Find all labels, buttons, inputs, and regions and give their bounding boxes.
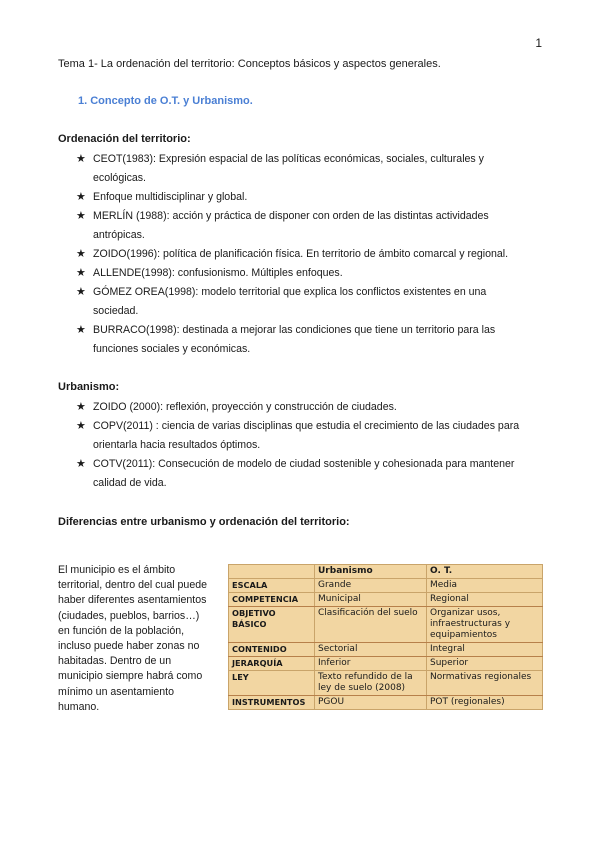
urbanismo-cell: Texto refundido de la ley de suelo (2008) xyxy=(315,671,427,696)
urbanismo-heading: Urbanismo: xyxy=(58,381,120,393)
ot-cell: POT (regionales) xyxy=(427,696,543,710)
row-label: ESCALA xyxy=(229,579,315,593)
urbanismo-cell: Municipal xyxy=(315,593,427,607)
row-label: OBJETIVO BÁSICO xyxy=(229,607,315,643)
urbanismo-cell: Inferior xyxy=(315,657,427,671)
table-row xyxy=(229,671,543,696)
ot-cell: Regional xyxy=(427,593,543,607)
urbanismo-cell: Sectorial xyxy=(315,643,427,657)
list-item: ★ Enfoque multidisciplinar y global. xyxy=(76,188,526,207)
table-header-cell xyxy=(229,565,315,579)
table-row xyxy=(229,643,543,657)
list-item: ★ COPV(2011) : ciencia de varias disciplinas que estudia el crecimiento de las ciudades para orientarla hacia resultados óptimos. xyxy=(76,417,526,455)
table-row xyxy=(229,607,543,643)
star-icon: ★ xyxy=(76,401,86,413)
list-item: ★ ZOIDO(1996): política de planificación física. En territorio de ámbito comarcal y regional. xyxy=(76,245,526,264)
row-label: LEY xyxy=(229,671,315,696)
row-label: JERARQUÍA xyxy=(229,657,315,671)
list-item: ★ CEOT(1983): Expresión espacial de las políticas económicas, sociales, culturales y ecológicas. xyxy=(76,150,526,188)
star-icon: ★ xyxy=(76,267,86,279)
list-item: ★ ZOIDO (2000): reflexión, proyección y construcción de ciudades. xyxy=(76,398,526,417)
list-item: ★ GÓMEZ OREA(1998): modelo territorial que explica los conflictos existentes en una sociedad. xyxy=(76,283,526,321)
table-header-row xyxy=(229,565,543,579)
row-label: CONTENIDO xyxy=(229,643,315,657)
ot-cell: Organizar usos, infraestructuras y equipamientos xyxy=(427,607,543,643)
list-item: ★ MERLÍN (1988): acción y práctica de disponer con orden de las distintas actividades antrópicas. xyxy=(76,207,526,245)
ordenacion-list xyxy=(76,150,526,359)
ot-cell: Integral xyxy=(427,643,543,657)
urbanismo-cell: Clasificación del suelo xyxy=(315,607,427,643)
star-icon: ★ xyxy=(76,420,86,432)
star-icon: ★ xyxy=(76,286,86,298)
row-label: COMPETENCIA xyxy=(229,593,315,607)
ot-cell: Superior xyxy=(427,657,543,671)
star-icon: ★ xyxy=(76,153,86,165)
table-row xyxy=(229,579,543,593)
ot-cell: Normativas regionales xyxy=(427,671,543,696)
comparison-table xyxy=(228,564,543,710)
urbanismo-cell: PGOU xyxy=(315,696,427,710)
star-icon: ★ xyxy=(76,324,86,336)
urbanismo-cell: Grande xyxy=(315,579,427,593)
star-icon: ★ xyxy=(76,458,86,470)
ot-cell: Media xyxy=(427,579,543,593)
table-row xyxy=(229,657,543,671)
section-heading: 1. Concepto de O.T. y Urbanismo. xyxy=(78,95,253,107)
table-row xyxy=(229,593,543,607)
row-label: INSTRUMENTOS xyxy=(229,696,315,710)
table-row xyxy=(229,696,543,710)
list-item: ★ BURRACO(1998): destinada a mejorar las condiciones que tiene un territorio para las funciones sociales y económicas. xyxy=(76,321,526,359)
urbanismo-list xyxy=(76,398,526,493)
list-item: ★ COTV(2011): Consecución de modelo de ciudad sostenible y cohesionada para mantener calidad de vida. xyxy=(76,455,526,493)
star-icon: ★ xyxy=(76,248,86,260)
ordenacion-heading: Ordenación del territorio: xyxy=(58,133,191,145)
star-icon: ★ xyxy=(76,210,86,222)
page-number: 1 xyxy=(535,36,542,50)
table-header-cell: Urbanismo xyxy=(315,565,427,579)
document-title: Tema 1- La ordenación del territorio: Conceptos básicos y aspectos generales. xyxy=(58,58,441,70)
table-header-cell: O. T. xyxy=(427,565,543,579)
diferencias-heading: Diferencias entre urbanismo y ordenación del territorio: xyxy=(58,516,350,528)
municipio-paragraph: El municipio es el ámbito territorial, dentro del cual puede haber diferentes asentamientos (ciudades, pueblos, barrios…) en función de la población, incluso puede haber zonas no habitadas. Dentro de un municipio siempre habrá como mínimo un asentamiento humano. xyxy=(58,564,207,713)
star-icon: ★ xyxy=(76,191,86,203)
list-item: ★ ALLENDE(1998): confusionismo. Múltiples enfoques. xyxy=(76,264,526,283)
